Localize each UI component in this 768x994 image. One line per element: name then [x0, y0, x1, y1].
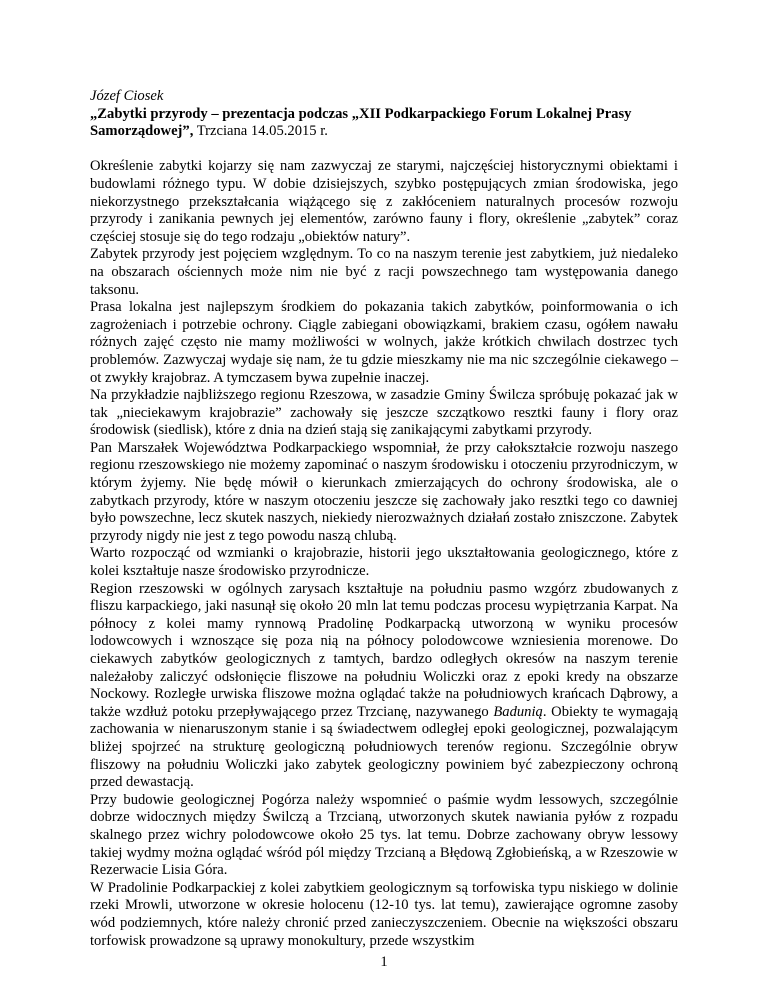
title-rest: Trzciana 14.05.2015 r. [193, 123, 328, 140]
paragraph-7-italic: Badunią [493, 703, 543, 720]
paragraph-3: Prasa lokalna jest najlepszym środkiem do pokazania takich zabytków, poinformowania o ich zagrożeniach i potrzebie ochrony. Ciągle zabiegani obowiązkami, brakiem czasu, ogółem nawału różnych zajęć często nie mamy możliwości w wolnych, jakże krótkich chwilach dostrzec tych problemów. Zazwyczaj wydaje się nam, że tu gdzie mieszkamy nie ma nic szczególnie ciekawego – ot zwykły krajobraz. A tymczasem bywa zupełnie inaczej. [90, 299, 678, 386]
paragraph-6: Warto rozpocząć od wzmianki o krajobrazie, historii jego ukształtowania geologicznego, które z kolei kształtuje nasze środowisko przyrodnicze. [90, 545, 678, 580]
title-line [90, 106, 678, 141]
document-page [90, 88, 678, 950]
paragraph-2: Zabytek przyrody jest pojęciem względnym. To co na naszym terenie jest zabytkiem, już niedaleko na obszarach ościennych może nim nie być z racji powszechnego tam występowania danego taksonu. [90, 246, 678, 298]
paragraph-7 [90, 581, 678, 792]
paragraph-8: Przy budowie geologicznej Pogórza należy wspomnieć o paśmie wydm lessowych, szczególnie dobrze widocznych między Świlczą a Trzcianą, utworzonych skutek nawiania pyłów z rozpadu skalnego przez wichry polodowcowe około 25 tys. lat temu. Dobrze zachowany obryw lessowy takiej wydmy można oglądać wśród pól między Trzcianą a Błędową Zgłobieńską, a w Rzeszowie w Rezerwacie Lisia Góra. [90, 791, 678, 879]
paragraph-4: Na przykładzie najbliższego regionu Rzeszowa, w zasadzie Gminy Świlcza spróbuję pokazać jak w tak „nieciekawym krajobrazie” zachowały się jeszcze szczątkowo resztki fauny i flory oraz środowisk (siedlisk), które z dnia na dzień stają się zanikającymi zabytkami przyrody. [90, 387, 678, 439]
paragraph-7-part-a: Region rzeszowski w ogólnych zarysach kształtuje na południu pasmo wzgórz zbudowanych z fliszu karpackiego, jaki nasunął się około 20 mln lat temu podczas procesu wypiętrzania Karpat. Na północy z kolei mamy rynnową Pradolinę Podkarpacką utworzoną w wyniku procesów lodowcowych i wznoszące się poza nią na północy polodowcowe wzniesienia morenowe. Do ciekawych zabytków geologicznych z tamtych, bardzo odległych okresów na naszym terenie należałoby zaliczyć odsłonięcie fliszowe na południu Woliczki oraz z epoki kredy na obszarze Nockowy. Rozległe urwiska fliszowe można oglądać także na południowych krańcach Dąbrowy, a także wzdłuż potoku przepływającego przez Trzcianę, nazywanego [90, 580, 678, 720]
paragraph-7-part-b: . Obiekty te wymagają zachowania w nienaruszonym stanie i są świadectwem odległej epoki geologicznej, pozwalającym bliżej spojrzeć na strukturę geologiczną południowych terenów regionu. Szczególnie obryw fliszowy na południu Woliczki jako zabytek geologiczny powiniem być zabezpieczony ochroną przed dewastacją. [90, 703, 678, 791]
paragraph-9: W Pradolinie Podkarpackiej z kolei zabytkiem geologicznym są torfowiska typu niskiego w dolinie rzeki Mrowli, utworzone w okresie holocenu (12-10 tys. lat temu), zawierające ogromne zasoby wód podziemnych, które należy chronić przed zanieczyszczeniem. Obecnie na większości obszaru torfowisk prowadzone są uprawy monokultury, przede wszystkim [90, 879, 678, 949]
page-number: 1 [380, 954, 388, 970]
author-line: Józef Ciosek [90, 88, 164, 104]
title-bold: „Zabytki przyrody – prezentacja podczas „XII Podkarpackiego Forum Lokalnej Prasy Samorządowej”, [90, 105, 632, 140]
paragraph-5: Pan Marszałek Województwa Podkarpackiego wspomniał, że przy całokształcie rozwoju naszego regionu rzeszowskiego nie możemy zapominać o naszym środowisku i otoczeniu przyrodniczym, w którym żyjemy. Nie będę mówił o kierunkach zmierzających do ochrony środowiska, ale o zabytkach przyrody, które w naszym otoczeniu jeszcze się zachowały jako resztki tego co dawniej było powszechne, lecz skutek naszych, niekiedy nierozważnych działań zostało zniszczone. Zabytek przyrody nigdy nie jest z tego powodu naszą chlubą. [90, 439, 678, 544]
paragraph-1: Określenie zabytki kojarzy się nam zazwyczaj ze starymi, najczęściej historycznymi obiektami i budowlami różnego typu. W dobie dzisiejszych, szybko postępujących zmian środowiska, jego niekorzystnego przekształcania wiążącego się z zakłóceniem naturalnych procesów rozwoju przyrody i zanikania pewnych jej elementów, zarówno fauny i flory, określenie „zabytek” coraz częściej stosuje się do tego rodzaju „obiektów natury”. [90, 158, 678, 245]
